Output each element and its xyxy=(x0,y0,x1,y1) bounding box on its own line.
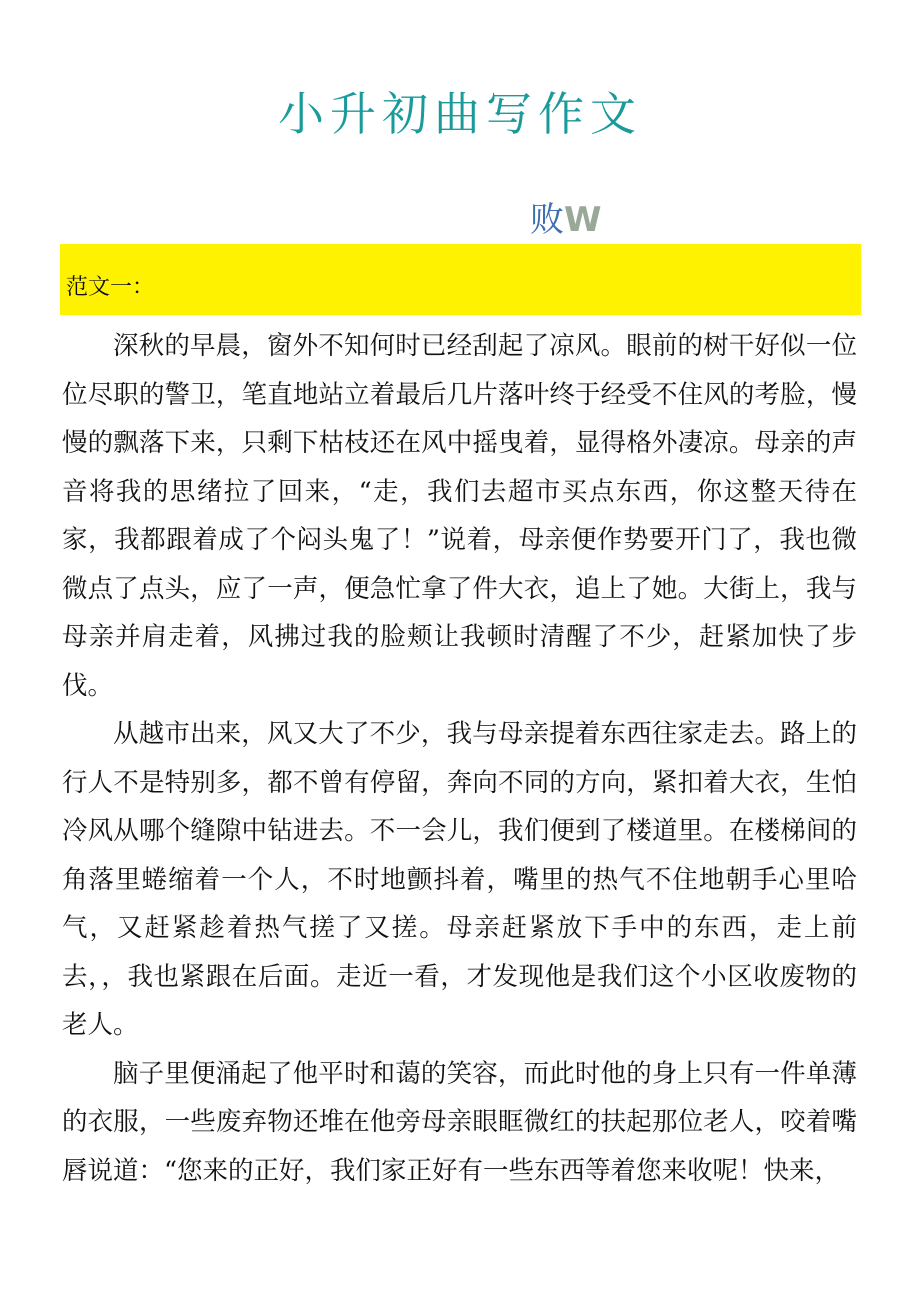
paragraph: 脑子里便涌起了他平时和蔼的笑容，而此时他的身上只有一件单薄的衣服，一些废弃物还堆在他旁母亲眼眶微红的扶起那位老人，咬着嘴唇说道：“您来的正好，我们家正好有一些东西等着您来收呢！快来， xyxy=(62,1058,857,1186)
paragraph: 深秋的早晨，窗外不知何时已经刮起了凉风。眼前的树干好似一位位尽职的警卫，笔直地站立着最后几片落叶终于经受不住风的考脸，慢慢的飘落下来，只剩下枯枝还在风中摇曳着，显得格外凄凉。母亲的声音将我的思绪拉了回来，“走，我们去超市买点东西，你这整天待在家，我都跟着成了个闷头鬼了！”说着，母亲便作势要开门了，我也微微点了点头，应了一声，便急忙拿了件大衣，追上了她。大街上，我与母亲并肩走着，风拂过我的脸颊让我顿时清醒了不少，赶紧加快了步伐。 xyxy=(62,331,857,701)
paragraph: 从越市出来，风又大了不少，我与母亲提着东西往家走去。路上的行人不是特别多，都不曾有停留，奔向不同的方向，紧扣着大衣，生怕冷风从哪个缝隙中钻进去。不一会儿，我们便到了楼道里。在楼梯间的角落里蜷缩着一个人，不时地颤抖着，嘴里的热气不住地朝手心里哈气，又赶紧趁着热气搓了又搓。母亲赶紧放下手中的东西，走上前去，，我也紧跟在后面。走近一看，才发现他是我们这个小区收废物的老人。 xyxy=(62,719,857,1040)
document-subtitle xyxy=(530,192,602,241)
subtitle-latin: W xyxy=(564,200,602,240)
document-title: 小升初曲写作文 xyxy=(278,87,642,141)
essay-body xyxy=(62,322,857,1195)
subtitle-chinese: 败 xyxy=(530,200,564,240)
section-banner xyxy=(60,244,861,315)
section-label: 范文一： xyxy=(66,275,155,300)
